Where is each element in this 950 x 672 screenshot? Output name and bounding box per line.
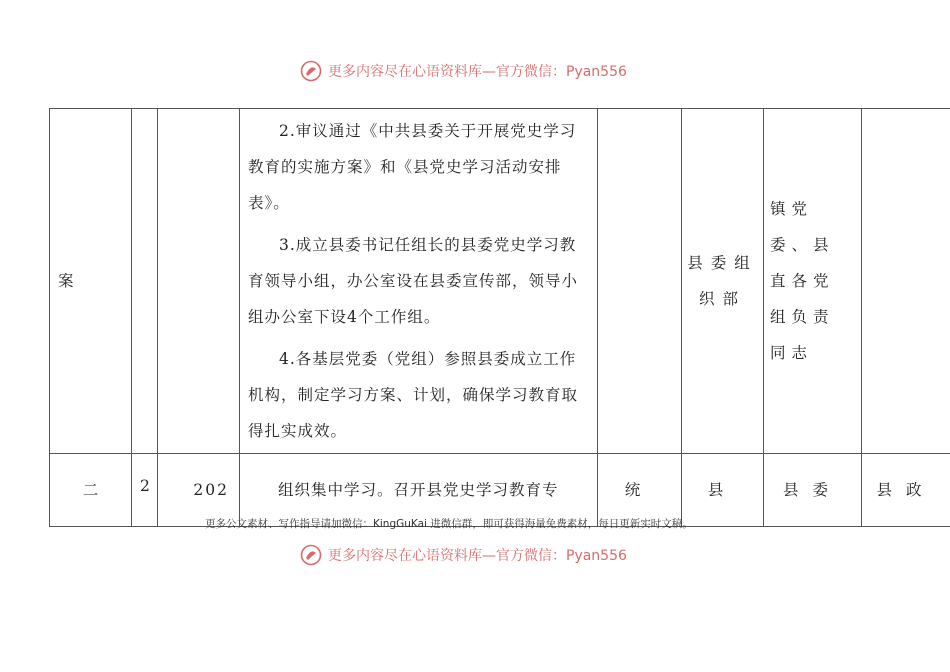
responsible-cell: 镇党委、县直各党组负责同志 — [764, 109, 862, 454]
cell: 县委 — [764, 454, 862, 527]
empty-cell — [862, 109, 950, 454]
cell: 县政 — [862, 454, 950, 527]
paragraph: 2.审议通过《中共县委关于开展党史学习教育的实施方案》和《县党史学习活动安排表》。 — [248, 122, 577, 212]
empty-cell — [132, 109, 158, 454]
paragraph: 3.成立县委书记任组长的县委党史学习教育领导小组，办公室设在县委宣传部，领导小组办公室下设4个工作组。 — [248, 236, 579, 326]
empty-cell — [598, 109, 682, 454]
schedule-table — [49, 108, 950, 527]
empty-cell — [158, 109, 240, 454]
year-cell: 202 — [158, 454, 240, 527]
content-cell: 组织集中学习。召开县党史学习教育专 — [240, 454, 598, 527]
row-label-cell: 案 — [50, 109, 132, 454]
footer-note: 更多公文素材、写作指导请加微信：KingGuKai 进微信群，即可获得海量免费素材，每日更新实时文稿。 — [205, 518, 693, 530]
small-cell: 2 — [132, 454, 158, 527]
paragraph: 4.各基层党委（党组）参照县委成立工作机构，制定学习方案、计划，确保学习教育取得扎实成效。 — [248, 350, 579, 440]
watermark-text: 更多内容尽在心语资料库—官方微信：Pyan556 — [328, 548, 627, 564]
seal-logo-icon — [300, 60, 322, 82]
cell: 县 — [682, 454, 764, 527]
content-cell — [240, 109, 598, 454]
watermark-bottom — [300, 542, 627, 568]
watermark-top — [300, 58, 627, 84]
index-cell: 二 — [50, 454, 132, 527]
lead-department-cell: 县委组织部 — [682, 109, 764, 454]
table-row — [50, 109, 950, 454]
seal-logo-icon — [300, 544, 322, 566]
cell: 统 — [598, 454, 682, 527]
watermark-text: 更多内容尽在心语资料库—官方微信：Pyan556 — [328, 64, 627, 80]
